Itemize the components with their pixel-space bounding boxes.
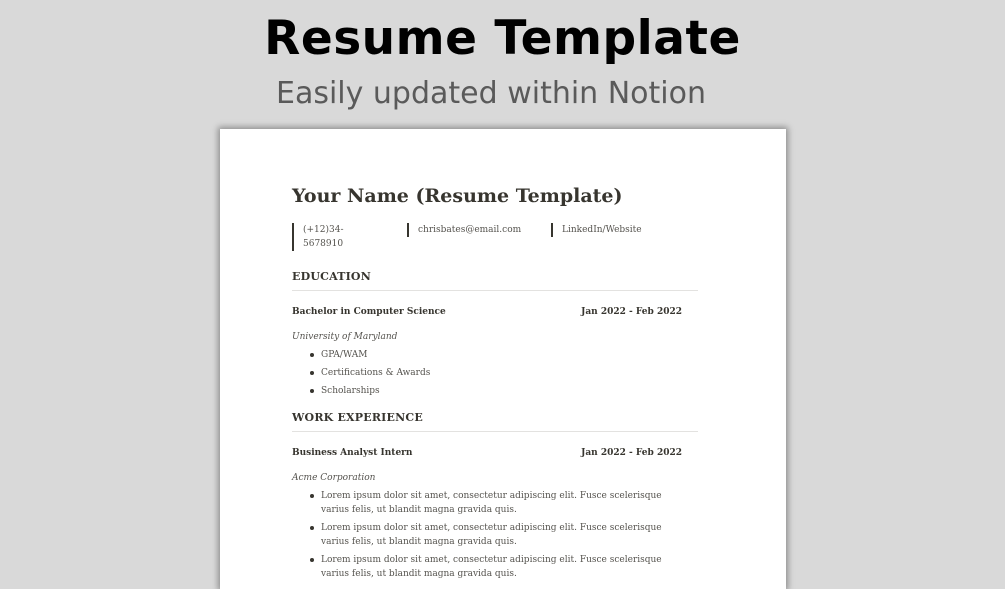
list-item-text: Lorem ipsum dolor sit amet, consectetur adipiscing elit. Fusce scelerisque varius felis, ut blandit magna gravida quis. — [321, 555, 662, 579]
page-subtitle: Easily updated within Notion — [275, 76, 706, 111]
bullet-dot — [310, 389, 314, 393]
education-institution: University of Maryland — [292, 332, 398, 342]
education-list — [308, 348, 688, 396]
work-list — [308, 489, 688, 585]
contact-phone: (+12)34-5678910 — [292, 223, 353, 251]
list-item — [308, 521, 688, 549]
bullet-dot — [310, 353, 314, 357]
list-item — [308, 553, 688, 581]
work-company: Acme Corporation — [292, 473, 376, 483]
resume-document — [220, 129, 786, 589]
list-item-text: Lorem ipsum dolor sit amet, consectetur adipiscing elit. Fusce scelerisque varius felis, ut blandit magna gravida quis. — [321, 523, 662, 547]
bullet-dot — [310, 526, 314, 530]
work-role: Business Analyst Intern — [292, 448, 413, 458]
list-item — [308, 348, 688, 362]
education-dates: Jan 2022 - Feb 2022 — [581, 307, 682, 317]
work-dates: Jan 2022 - Feb 2022 — [581, 448, 682, 458]
list-item-text: Lorem ipsum dolor sit amet, consectetur adipiscing elit. Fusce scelerisque varius felis, ut blandit magna gravida quis. — [321, 491, 662, 515]
list-item-text: GPA/WAM — [321, 350, 368, 360]
list-item-text: Certifications & Awards — [321, 368, 431, 378]
contact-link: LinkedIn/Website — [551, 223, 642, 237]
list-item — [308, 489, 688, 517]
resume-name: Your Name (Resume Template) — [292, 185, 623, 207]
page-title: Resume Template — [264, 11, 741, 66]
education-heading: EDUCATION — [292, 270, 698, 291]
list-item — [308, 384, 688, 396]
education-degree: Bachelor in Computer Science — [292, 307, 446, 317]
list-item-text: Scholarships — [321, 386, 380, 396]
bullet-dot — [310, 494, 314, 498]
bullet-dot — [310, 558, 314, 562]
work-heading: WORK EXPERIENCE — [292, 411, 698, 432]
list-item — [308, 366, 688, 380]
contact-email: chrisbates@email.com — [407, 223, 521, 237]
bullet-dot — [310, 371, 314, 375]
